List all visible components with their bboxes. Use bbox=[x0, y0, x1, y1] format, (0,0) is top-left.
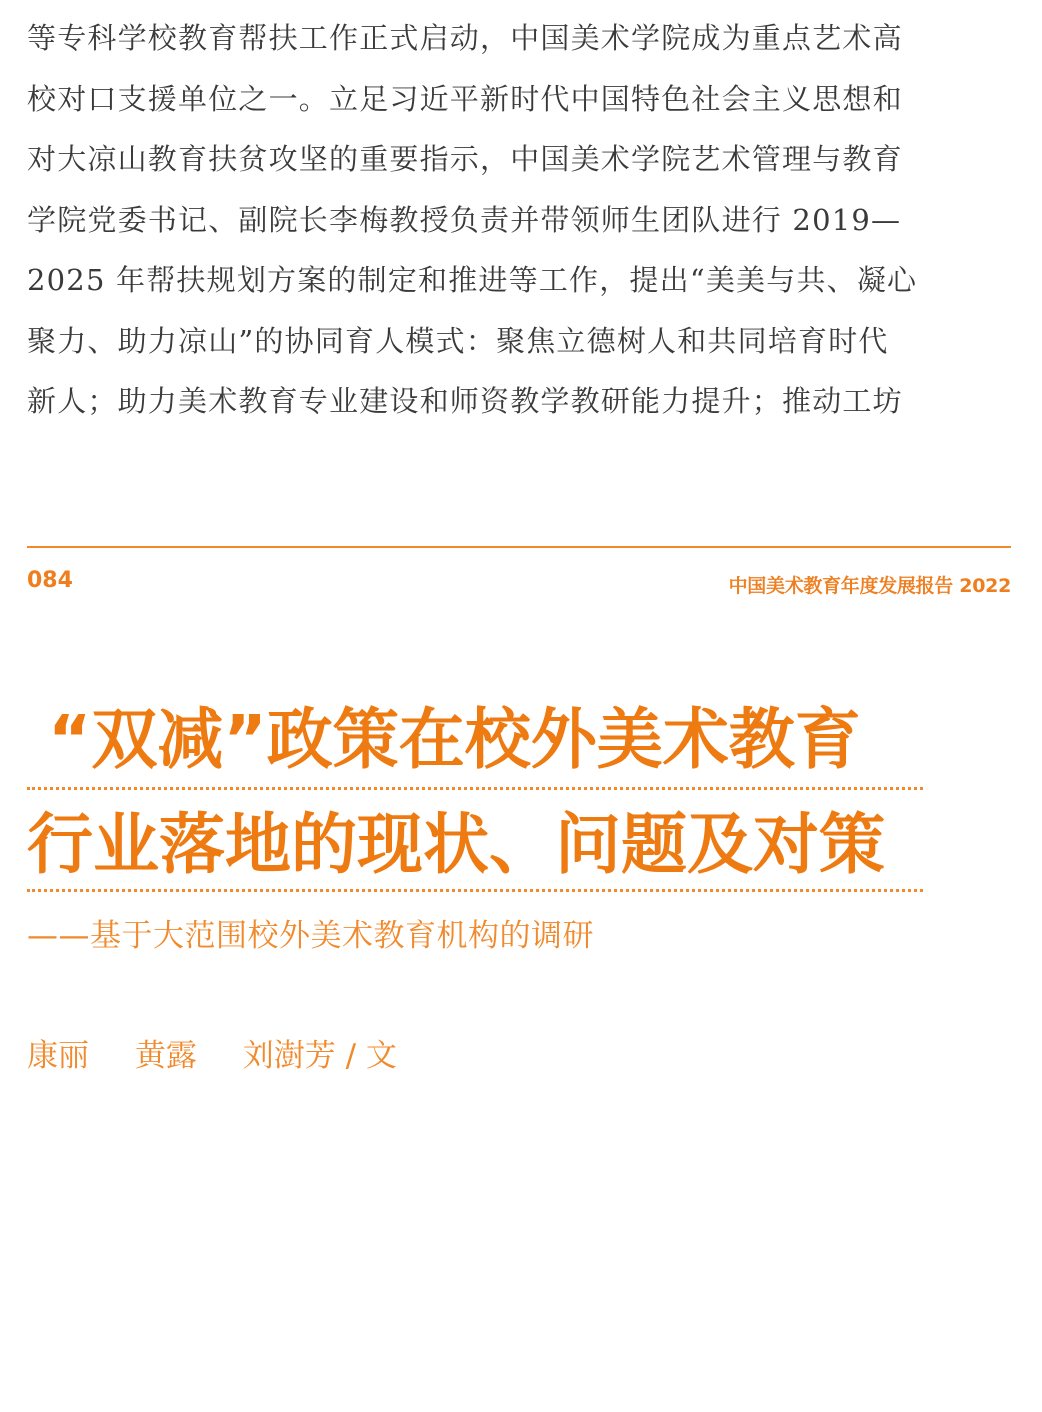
article-title-line-2: 行业落地的现状、问题及对策 bbox=[27, 806, 885, 883]
article-title-line-1: “双减”政策在校外美术教育 bbox=[48, 701, 861, 778]
body-line: 聚力、助力凉山”的协同育人模式：聚焦立德树人和共同培育时代 bbox=[27, 323, 889, 358]
author-name: 黄露 bbox=[134, 1038, 197, 1074]
author-name: 康丽 bbox=[27, 1038, 89, 1074]
body-line: 2025 年帮扶规划方案的制定和推进等工作，提出“美美与共、凝心 bbox=[27, 263, 918, 297]
author-name: 刘澍芳 / 文 bbox=[242, 1038, 397, 1074]
body-line: 等专科学校教育帮扶工作正式启动，中国美术学院成为重点艺术高 bbox=[27, 21, 903, 55]
body-line: 对大凉山教育扶贫攻坚的重要指示，中国美术学院艺术管理与教育 bbox=[27, 142, 903, 176]
body-line: 学院党委书记、副院长李梅教授负责并带领师生团队进行 2019— bbox=[27, 202, 902, 237]
title-dotted-rule bbox=[27, 787, 923, 790]
footer-rule bbox=[27, 546, 1011, 548]
author-line bbox=[27, 1030, 397, 1075]
article-subtitle: ——基于大范围校外美术教育机构的调研 bbox=[27, 918, 594, 954]
body-line: 校对口支援单位之一。立足习近平新时代中国特色社会主义思想和 bbox=[27, 81, 903, 116]
page-number: 084 bbox=[27, 568, 73, 593]
body-paragraph bbox=[27, 8, 1013, 432]
body-line: 新人；助力美术教育专业建设和师资教学教研能力提升；推动工坊 bbox=[27, 384, 903, 418]
running-head: 中国美术教育年度发展报告 2022 bbox=[728, 575, 1011, 597]
title-dotted-rule bbox=[27, 889, 923, 892]
